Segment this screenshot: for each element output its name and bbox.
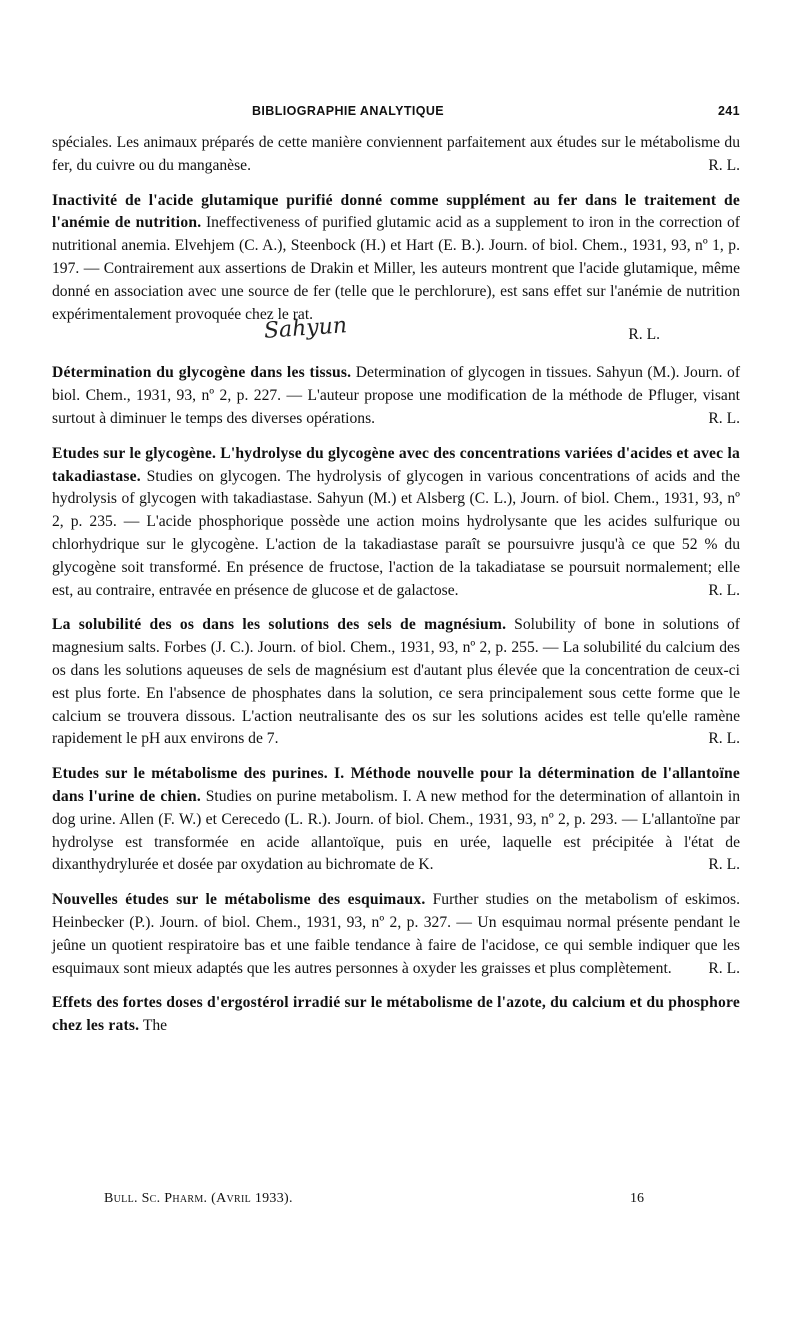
abstract-entry bbox=[52, 362, 740, 430]
abstract-entry bbox=[52, 443, 740, 603]
running-header bbox=[52, 100, 740, 120]
entry-text: Studies on purine metabolism. I. A new method for the determination of allantoin in dog urine. Allen (F. W.) et Cerecedo (L. R.). Journ. of biol. Chem., 1931, 93, nº 2, p. 293. — L'allantoïne par hydrolyse est transformée en acide allantoïque, puis en urée, laquelle est précipitée à l'état de dixanthydrylurée et dosée par oxydation au bichromate de K. bbox=[52, 787, 741, 874]
footer-citation: Bull. Sc. Pharm. (Avril 1933). bbox=[104, 1191, 293, 1206]
entry-title: Nouvelles études sur le métabolisme des esquimaux. bbox=[52, 891, 426, 909]
entry-text: Determination of glycogen in tissues. Sahyun (M.). Journ. of biol. Chem., 1931, 93, nº 2, p. 227. — L'auteur propose une modification de la méthode de Pfluger, visant surtout à diminuer le temps des diverses opérations. bbox=[52, 364, 741, 427]
entry-signature: R. L. bbox=[628, 326, 660, 344]
entry-signature: R. L. bbox=[708, 581, 740, 599]
page-number: 241 bbox=[717, 104, 740, 118]
entry-title: Etudes sur le glycogène. L'hydrolyse du glycogène avec des concentrations variées d'acides et avec la takadiastase. bbox=[52, 444, 740, 485]
footer-sheet-number: 16 bbox=[630, 1191, 644, 1206]
entry-title: Inactivité de l'acide glutamique purifié donné comme supplément au fer dans le traitement de l'anémie de nutrition. bbox=[52, 191, 740, 232]
article-body bbox=[52, 132, 740, 1050]
signature-line bbox=[52, 313, 740, 350]
abstract-entry bbox=[52, 889, 740, 980]
entry-text: Further studies on the metabolism of eskimos. Heinbecker (P.). Journ. of biol. Chem., 1931, 93, nº 2, p. 327. — Un esquimau normal présente pendant le jeûne un quotient respiratoire bas et une faible tendance à faire de l'acidose, ce qui semble indiquer que les esquimaux sont mieux adaptés que les autres personnes à oxyder les graisses et plus complètement. bbox=[52, 891, 740, 977]
running-title: BIBLIOGRAPHIE ANALYTIQUE bbox=[252, 104, 445, 118]
intro-text: spéciales. Les animaux préparés de cette manière conviennent parfaitement aux études sur le métabolisme du fer, du cuivre ou du manganèse. bbox=[52, 134, 740, 174]
entry-title: Etudes sur le métabolisme des purines. I. Méthode nouvelle pour la détermination de l'allantoïne dans l'urine de chien. bbox=[52, 765, 740, 805]
intro-paragraph bbox=[52, 132, 740, 178]
abstract-entry bbox=[52, 190, 740, 351]
intro-signature: R. L. bbox=[708, 156, 740, 174]
entry-text: Studies on glycogen. The hydrolysis of glycogen in various concentrations of acids and the hydrolysis of glycogen with takadiastase. Sahyun (M.) et Alsberg (C. L.), Journ. of biol. Chem., 1931, 93, nº 2, p. 235. — L'acide phosphorique possède une action moins hydrolysante que les acides sulfurique ou chlorhydrique sur le glycogène. L'action de la takadiastase paraît se poursuivre jusqu'à ce que 52 % du glycogène soit transformé. En présence de fructose, l'action de la takadiatase se poursuit normalement; elle est, au contraire, entravée en présence de glucose et de galactose. bbox=[52, 467, 740, 599]
entry-signature: R. L. bbox=[708, 856, 740, 874]
abstract-entry bbox=[52, 992, 740, 1038]
abstract-entry bbox=[52, 763, 740, 877]
entry-signature: R. L. bbox=[708, 959, 740, 977]
handwritten-annotation: Sahyun bbox=[263, 313, 348, 345]
entry-title: La solubilité des os dans les solutions des sels de magnésium. bbox=[52, 616, 507, 634]
entry-title: Effets des fortes doses d'ergostérol irradié sur le métabolisme de l'azote, du calcium et du phosphore chez les rats. bbox=[52, 994, 740, 1035]
entry-text: Solubility of bone in solutions of magnesium salts. Forbes (J. C.). Journ. of biol. Chem., 1931, 93, nº 2, p. 255. — La solubilité du calcium des os dans les solutions aqueuses de sels de magnésium est d'autant plus élevée que la concentration de ceux-ci est plus forte. En l'absence de phosphates dans la solution, ce sera principalement sous cette forme que le calcium se trouvera dissous. L'action neutralisante des os sur les solutions acides est telle qu'elle ramène rapidement le pH aux environs de 7. bbox=[52, 616, 740, 748]
entry-text: The bbox=[142, 1017, 168, 1035]
entry-title: Détermination du glycogène dans les tissus. bbox=[52, 364, 352, 382]
entry-signature: R. L. bbox=[708, 409, 740, 427]
page-footer bbox=[104, 1188, 644, 1208]
entry-text: Ineffectiveness of purified glutamic acid as a supplement to iron in the correction of nutritional anemia. Elvehjem (C. A.), Steenbock (H.) et Hart (E. B.). Journ. of biol. Chem., 1931, 93, nº 1, p. 197. — Contrairement aux assertions de Drakin et Miller, les auteurs montrent que l'acide glutamique, même donné en association avec une source de fer (telle que le perchlorure), est sans effet sur l'anémie de nutrition expérimentalement provoquée chez le rat. bbox=[52, 214, 741, 323]
entry-signature: R. L. bbox=[708, 730, 740, 748]
abstract-entry bbox=[52, 614, 740, 751]
